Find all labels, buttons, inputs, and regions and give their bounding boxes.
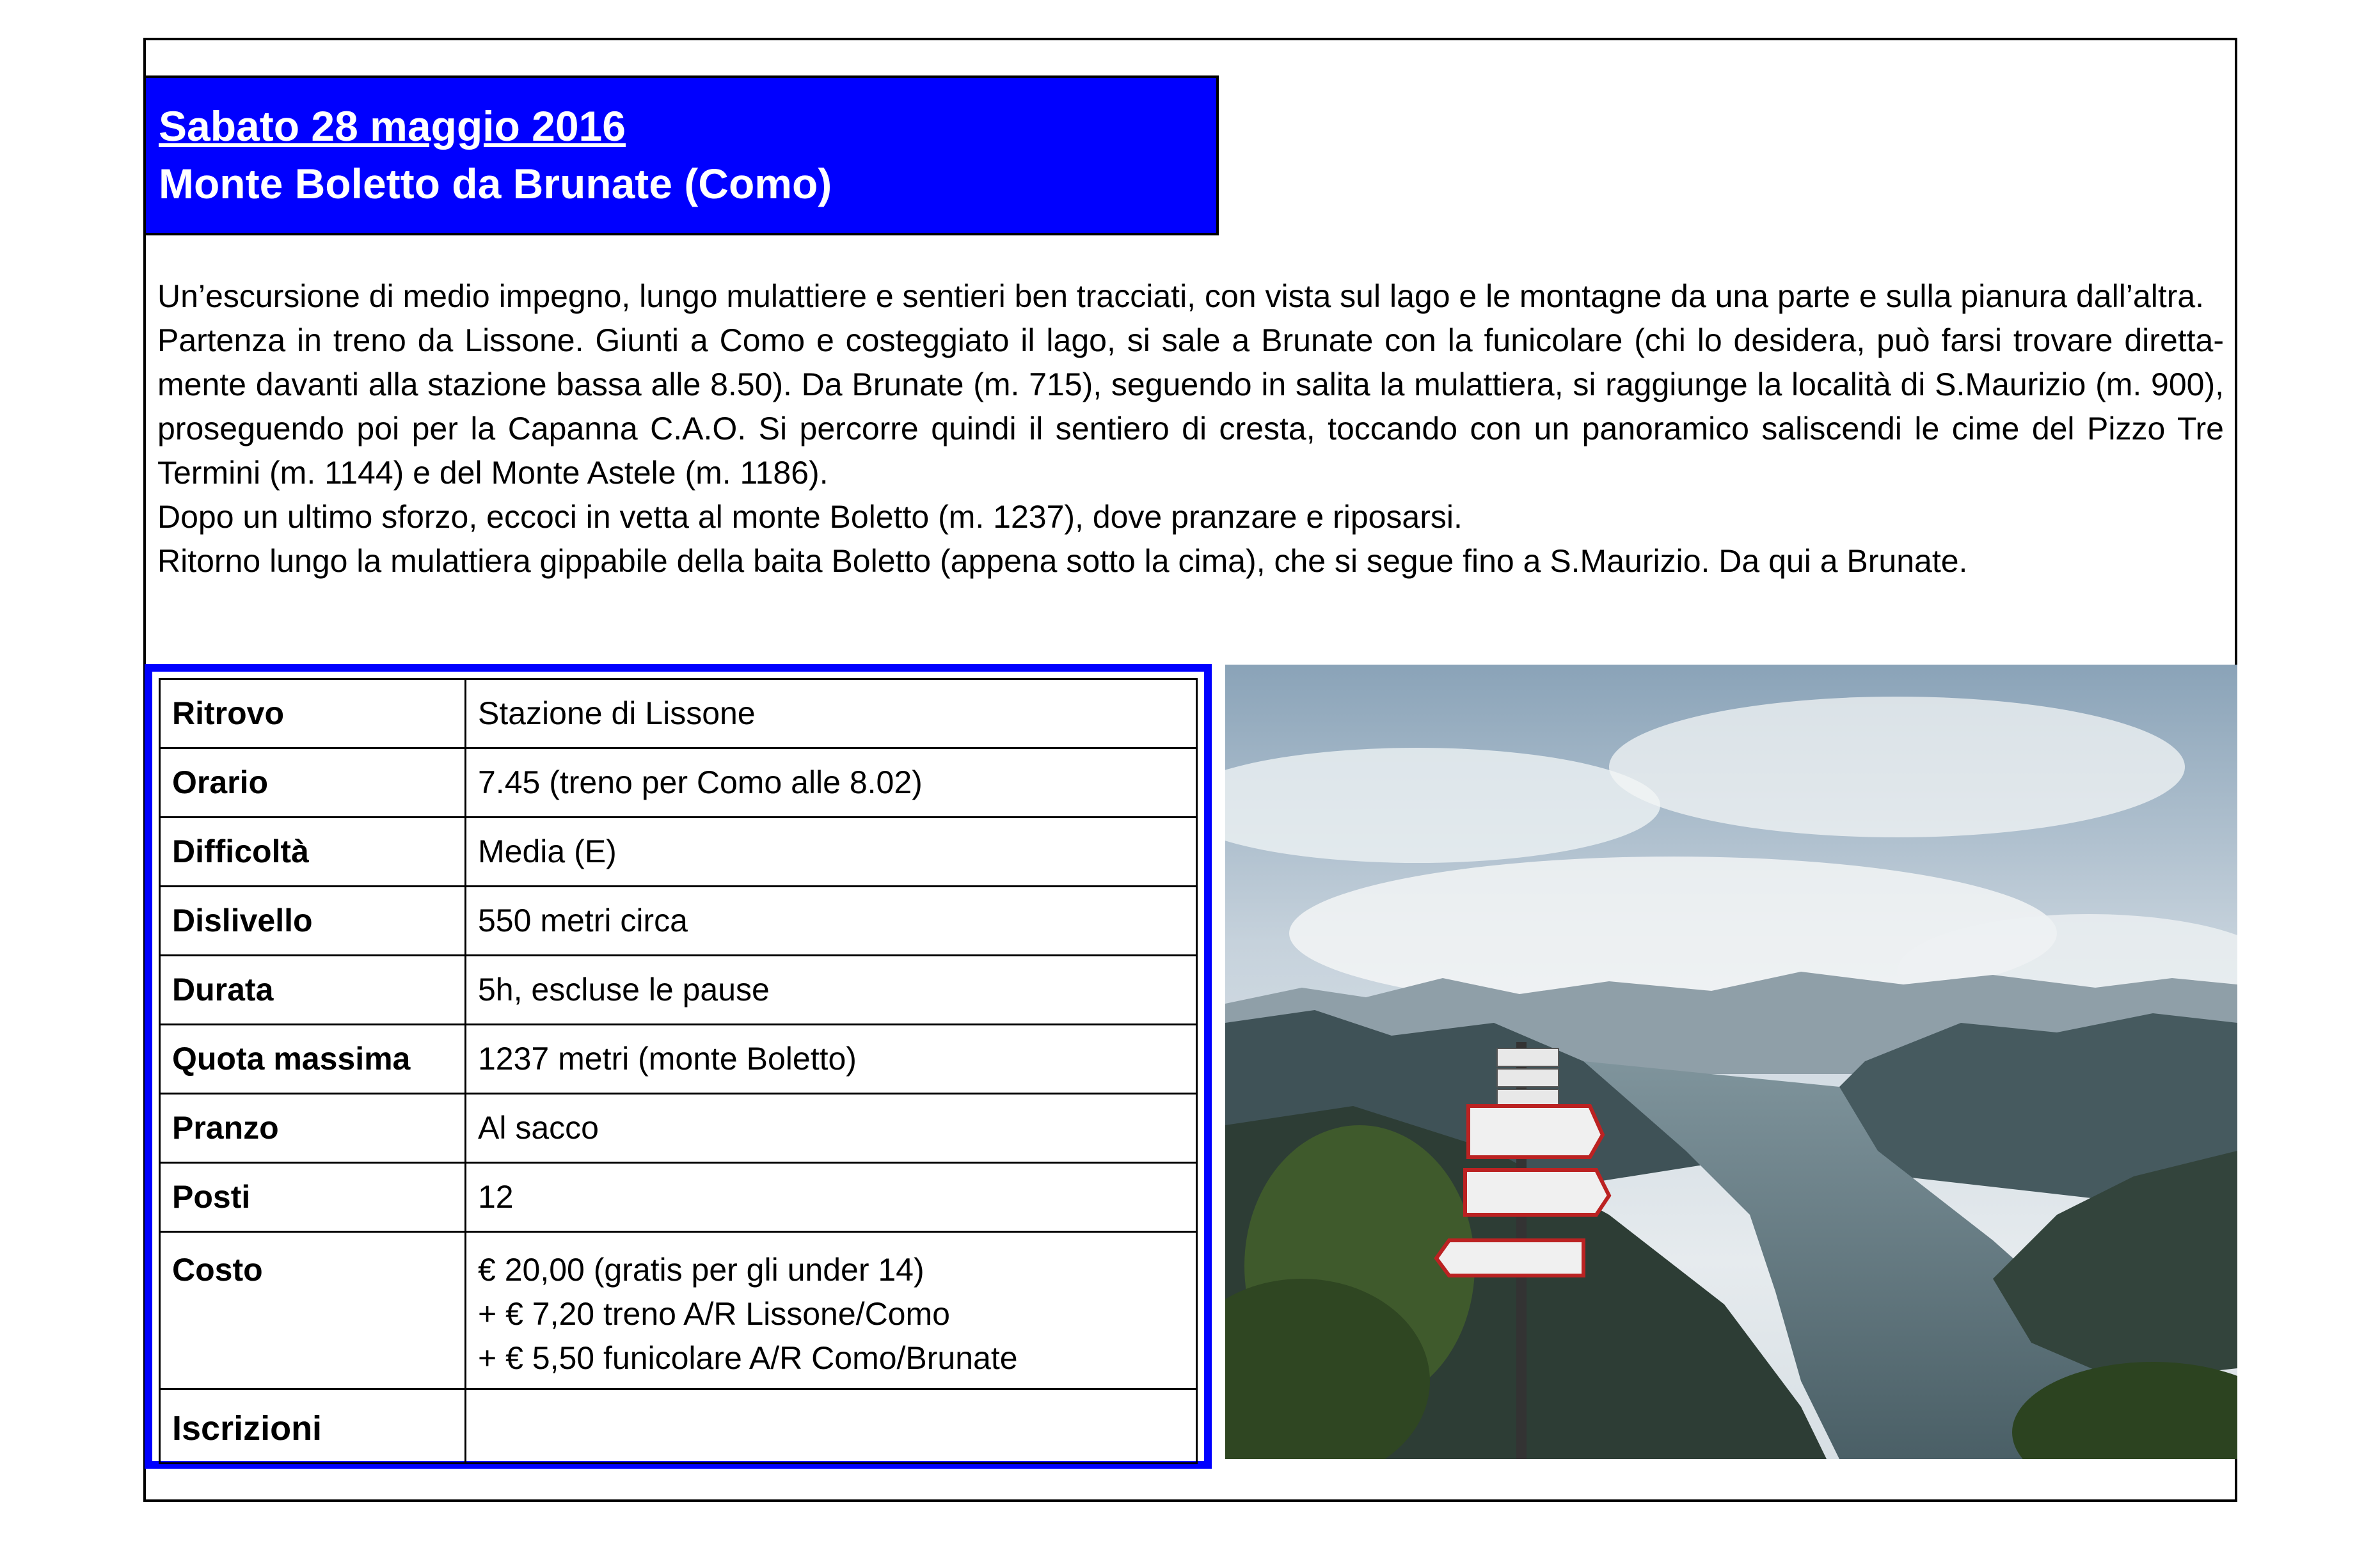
row-value: Al sacco <box>466 1094 1197 1163</box>
table-row <box>160 1025 1197 1094</box>
cost-line: € 20,00 (gratis per gli under 14) <box>478 1252 924 1288</box>
row-label: Costo <box>160 1232 466 1389</box>
row-label: Durata <box>160 956 466 1025</box>
intro-paragraph: Dopo un ultimo sforzo, eccoci in vetta al monte Boletto (m. 1237), dove pranzare e riposarsi. <box>157 499 1463 535</box>
table-row <box>160 956 1197 1025</box>
cost-line: + € 5,50 funicolare A/R Como/Brunate <box>478 1340 1018 1376</box>
title-banner <box>143 75 1219 235</box>
row-label: Iscrizioni <box>160 1389 466 1464</box>
info-table-frame <box>145 664 1212 1469</box>
table-row <box>160 887 1197 956</box>
table-row <box>160 1389 1197 1464</box>
table-row <box>160 818 1197 887</box>
intro-text <box>157 274 2224 583</box>
row-value: 550 metri circa <box>466 887 1197 956</box>
intro-paragraph: Ritorno lungo la mulattiera gippabile della baita Boletto (appena sotto la cima), che si segue fino a S.Maurizio. Da qui a Brunate. <box>157 543 1968 579</box>
row-label: Posti <box>160 1163 466 1232</box>
row-value: Media (E) <box>466 818 1197 887</box>
row-value <box>466 1232 1197 1389</box>
row-label: Ritrovo <box>160 679 466 748</box>
row-label: Orario <box>160 748 466 818</box>
row-value <box>466 1389 1197 1464</box>
row-label: Pranzo <box>160 1094 466 1163</box>
event-title: Monte Boletto da Brunate (Como) <box>159 160 832 207</box>
row-value: 12 <box>466 1163 1197 1232</box>
table-row <box>160 748 1197 818</box>
row-value: 7.45 (treno per Como alle 8.02) <box>466 748 1197 818</box>
table-row <box>160 1094 1197 1163</box>
intro-paragraph: Un’escursione di medio impegno, lungo mulattiere e sentieri ben tracciati, con vista sul lago e le montagne da una parte e sulla pianura dall’altra. <box>157 278 2205 314</box>
landscape-photo <box>1225 665 2237 1459</box>
table-row <box>160 1163 1197 1232</box>
table-row <box>160 1232 1197 1389</box>
intro-paragraph: Partenza in treno da Lissone. Giunti a Como e costeggiato il lago, si sale a Brunate con la funicolare (chi lo desidera, può farsi trovare direttamente davanti alla stazione bassa alle 8.50). Da Brunate (m. 715), seguendo in salita la mulattiera, si raggiunge la località di S.Maurizio (m. 900), proseguendo poi per la Capanna C.A.O. Si percorre quindi il sentiero di cresta, toccando con un panoramico saliscendi le cime del Pizzo Tre Termini (m. 1144) e del Monte Astele (m. 1186). <box>157 322 2224 491</box>
row-value: Stazione di Lissone <box>466 679 1197 748</box>
lake-view-illustration <box>1225 665 2237 1459</box>
row-value: 5h, escluse le pause <box>466 956 1197 1025</box>
cost-line: + € 7,20 treno A/R Lissone/Como <box>478 1296 950 1332</box>
row-label: Difficoltà <box>160 818 466 887</box>
table-row <box>160 679 1197 748</box>
event-date: Sabato 28 maggio 2016 <box>159 102 626 150</box>
info-table <box>159 678 1198 1464</box>
row-value: 1237 metri (monte Boletto) <box>466 1025 1197 1094</box>
row-label: Dislivello <box>160 887 466 956</box>
row-label: Quota massima <box>160 1025 466 1094</box>
